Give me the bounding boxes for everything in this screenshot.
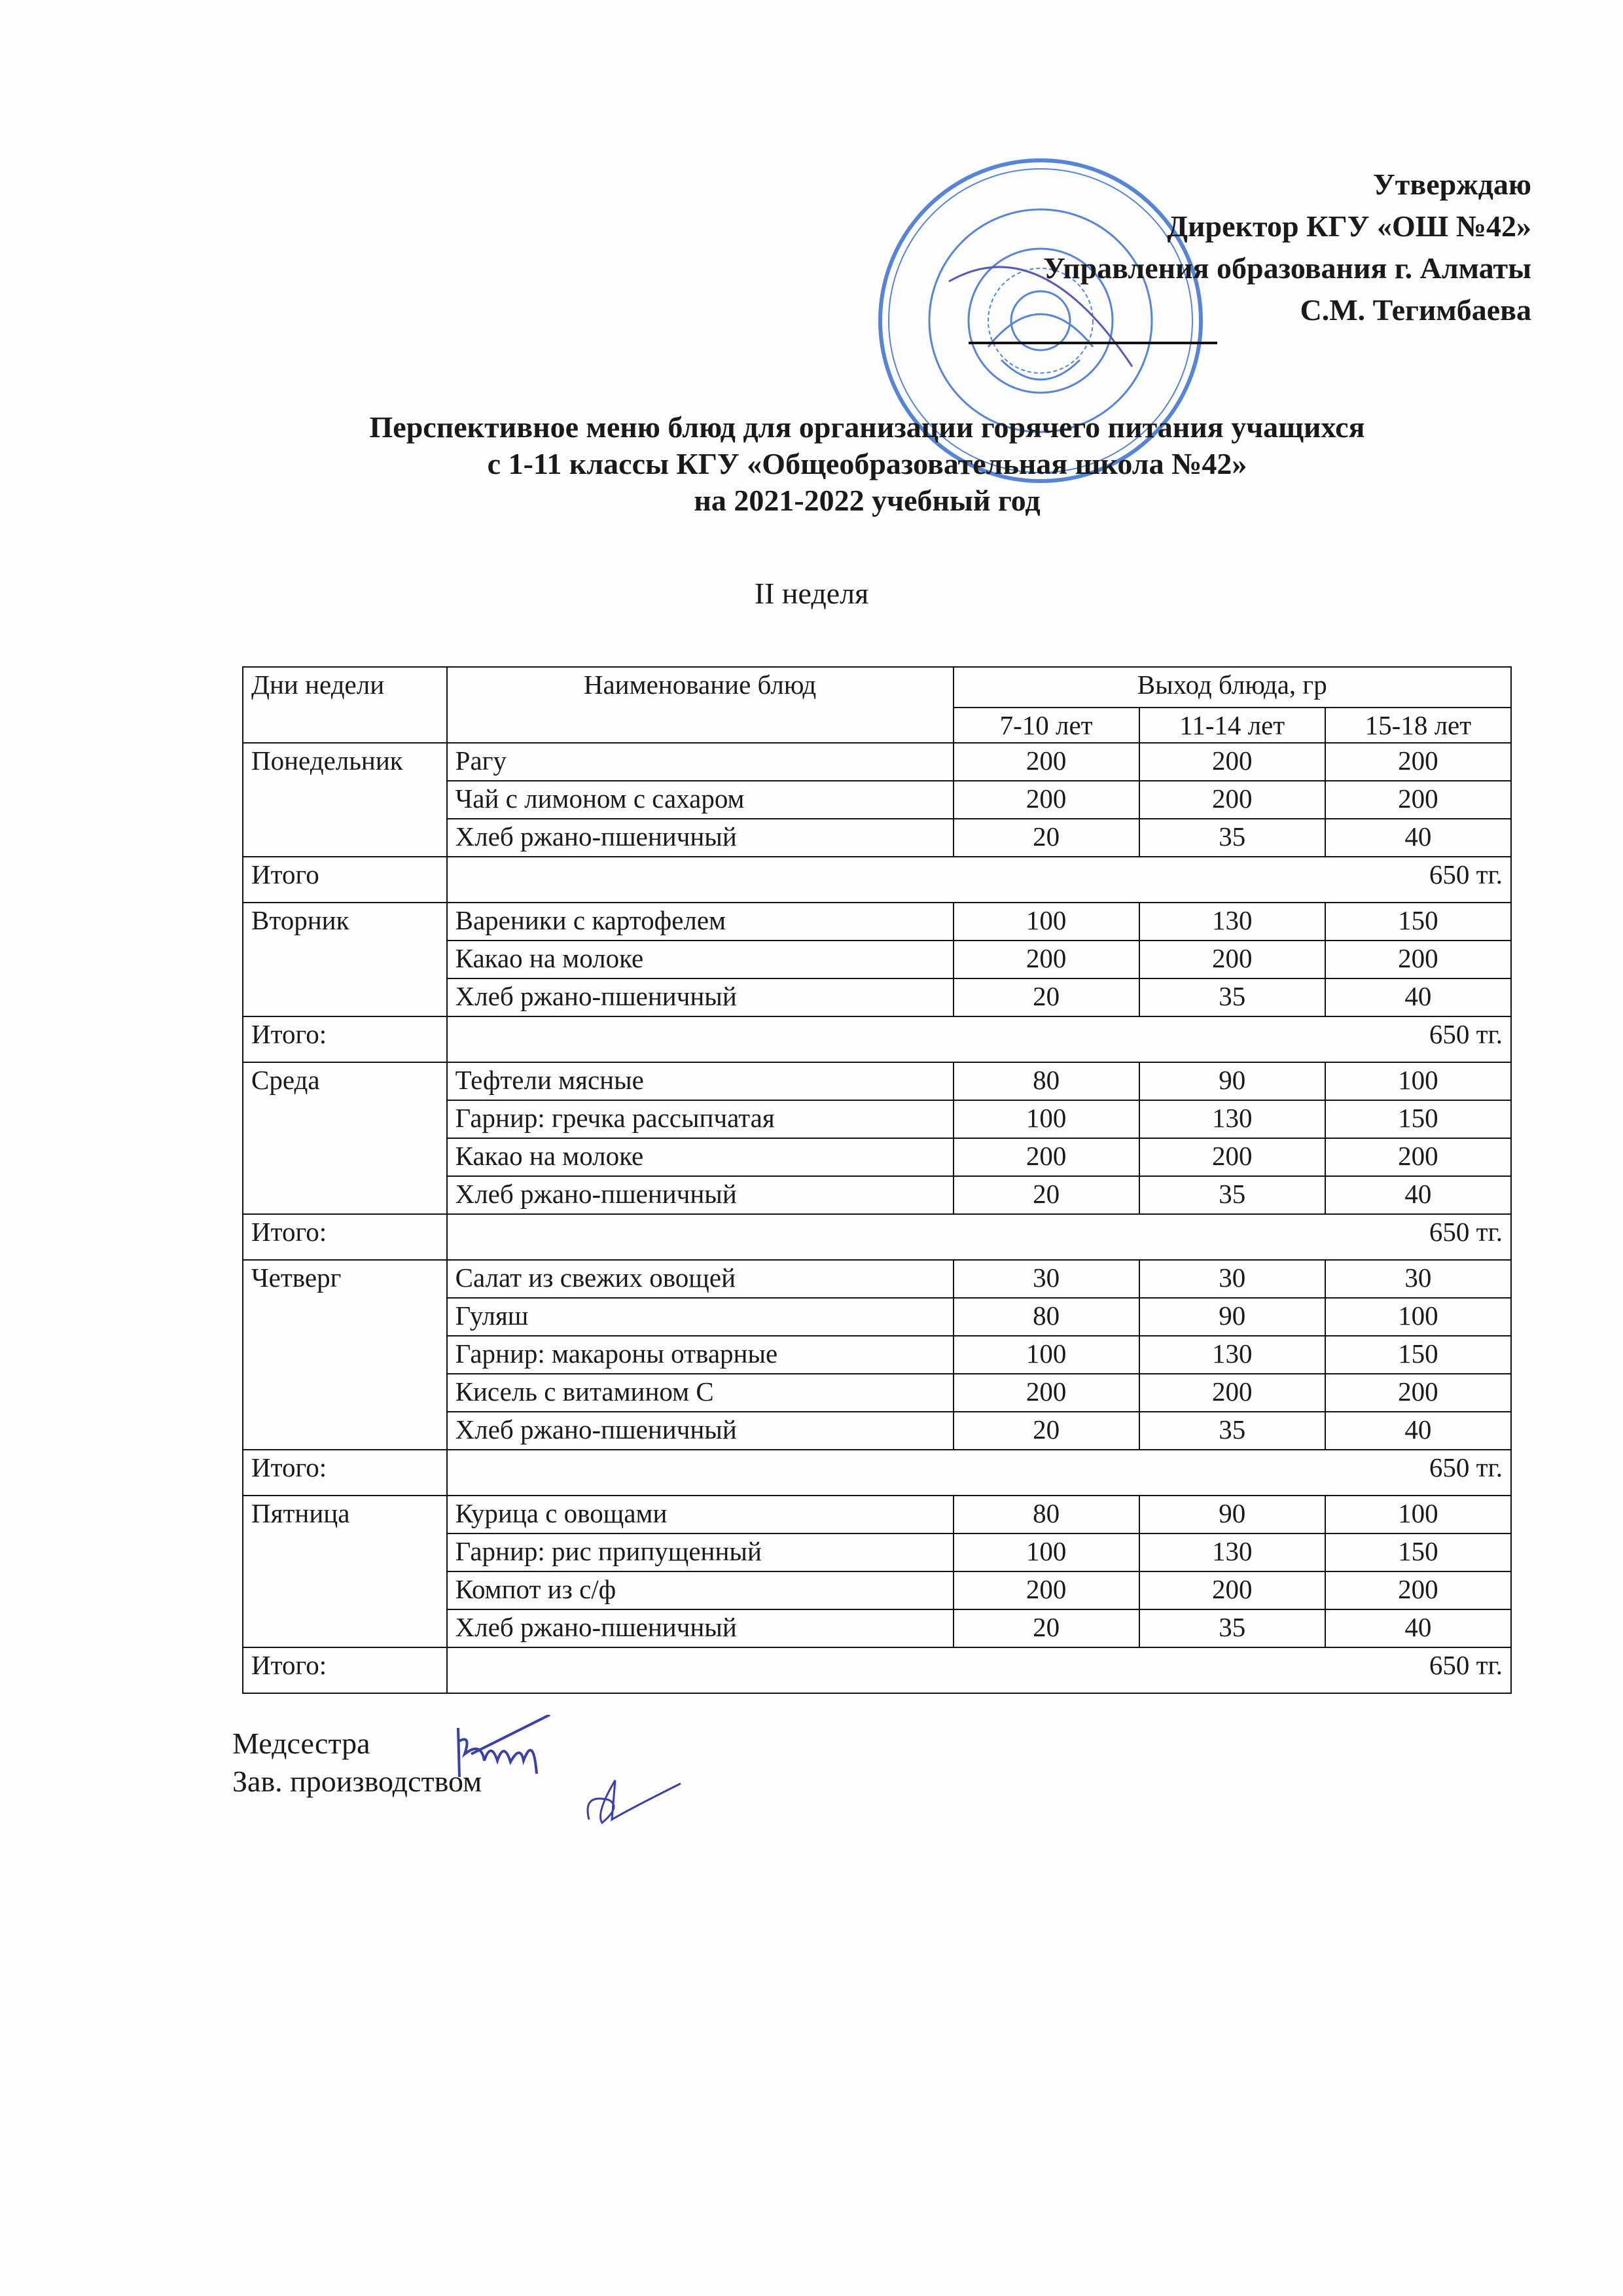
dish-portion: 40 bbox=[1325, 978, 1511, 1016]
total-row bbox=[243, 1647, 1511, 1693]
dish-portion: 200 bbox=[1325, 1571, 1511, 1609]
dish-portion: 200 bbox=[1139, 781, 1325, 819]
dish-portion: 200 bbox=[954, 1138, 1139, 1176]
dish-portion: 200 bbox=[1139, 1374, 1325, 1412]
dish-name: Хлеб ржано-пшеничный bbox=[447, 1412, 954, 1450]
dish-portion: 130 bbox=[1139, 1336, 1325, 1374]
day-name: Вторник bbox=[243, 903, 447, 1016]
nurse-signature bbox=[445, 1715, 576, 1787]
dish-portion: 100 bbox=[1325, 1062, 1511, 1100]
dish-portion: 35 bbox=[1139, 1176, 1325, 1214]
total-label: Итого: bbox=[243, 1214, 447, 1260]
header-age-11-14: 11-14 лет bbox=[1139, 708, 1325, 743]
week-label: II неделя bbox=[754, 577, 869, 610]
approval-director: Директор КГУ «ОШ №42» bbox=[1167, 209, 1531, 243]
dish-portion: 30 bbox=[1139, 1260, 1325, 1298]
dish-portion: 200 bbox=[1325, 1138, 1511, 1176]
dish-name: Какао на молоке bbox=[447, 941, 954, 978]
menu-body bbox=[243, 743, 1511, 1693]
nurse-label: Медсестра bbox=[232, 1727, 370, 1760]
total-label: Итого: bbox=[243, 1016, 447, 1062]
dish-portion: 40 bbox=[1325, 1412, 1511, 1450]
total-value: 650 тг. bbox=[447, 1647, 1511, 1693]
dish-portion: 20 bbox=[954, 1412, 1139, 1450]
dish-portion: 40 bbox=[1325, 819, 1511, 857]
day-name: Понедельник bbox=[243, 743, 447, 857]
dish-portion: 100 bbox=[954, 1336, 1139, 1374]
dish-portion: 100 bbox=[1325, 1496, 1511, 1534]
dish-name: Вареники с картофелем bbox=[447, 903, 954, 941]
menu-table bbox=[242, 666, 1512, 1694]
title-line-2: с 1-11 классы КГУ «Общеобразовательная школа №42» bbox=[487, 447, 1247, 480]
document-title bbox=[216, 409, 1518, 519]
approval-department: Управления образования г. Алматы bbox=[1043, 251, 1531, 285]
header-age-15-18: 15-18 лет bbox=[1325, 708, 1511, 743]
dish-name: Гарнир: рис припущенный bbox=[447, 1534, 954, 1571]
dish-portion: 100 bbox=[1325, 1298, 1511, 1336]
dish-portion: 80 bbox=[954, 1298, 1139, 1336]
dish-portion: 35 bbox=[1139, 1412, 1325, 1450]
dish-name: Курица с овощами bbox=[447, 1496, 954, 1534]
total-row bbox=[243, 857, 1511, 903]
production-head-signature bbox=[576, 1774, 687, 1833]
dish-portion: 150 bbox=[1325, 1534, 1511, 1571]
dish-name: Гарнир: макароны отварные bbox=[447, 1336, 954, 1374]
dish-portion: 150 bbox=[1325, 1336, 1511, 1374]
dish-row bbox=[243, 903, 1511, 941]
dish-name: Рагу bbox=[447, 743, 954, 781]
dish-name: Салат из свежих овощей bbox=[447, 1260, 954, 1298]
dish-portion: 200 bbox=[1139, 1571, 1325, 1609]
day-name: Пятница bbox=[243, 1496, 447, 1647]
approval-block bbox=[1043, 164, 1531, 331]
title-line-3: на 2021-2022 учебный год bbox=[694, 484, 1041, 517]
dish-name: Чай с лимоном с сахаром bbox=[447, 781, 954, 819]
dish-row bbox=[243, 1260, 1511, 1298]
signature-line bbox=[969, 342, 1217, 344]
day-name: Среда bbox=[243, 1062, 447, 1214]
total-value: 650 тг. bbox=[447, 857, 1511, 903]
dish-portion: 130 bbox=[1139, 903, 1325, 941]
dish-row bbox=[243, 1062, 1511, 1100]
dish-portion: 20 bbox=[954, 1176, 1139, 1214]
dish-row bbox=[243, 743, 1511, 781]
dish-name: Компот из с/ф bbox=[447, 1571, 954, 1609]
dish-portion: 90 bbox=[1139, 1298, 1325, 1336]
dish-portion: 200 bbox=[954, 1374, 1139, 1412]
title-line-1: Перспективное меню блюд для организации горячего питания учащихся bbox=[369, 410, 1365, 444]
dish-name: Какао на молоке bbox=[447, 1138, 954, 1176]
dish-name: Хлеб ржано-пшеничный bbox=[447, 978, 954, 1016]
dish-name: Кисель с витамином С bbox=[447, 1374, 954, 1412]
dish-portion: 90 bbox=[1139, 1496, 1325, 1534]
dish-portion: 130 bbox=[1139, 1534, 1325, 1571]
header-output: Выход блюда, гр bbox=[954, 667, 1511, 708]
approval-name: С.М. Тегимбаева bbox=[1300, 293, 1531, 327]
dish-portion: 200 bbox=[1325, 743, 1511, 781]
dish-portion: 200 bbox=[1325, 1374, 1511, 1412]
dish-portion: 200 bbox=[1325, 941, 1511, 978]
dish-portion: 35 bbox=[1139, 1609, 1325, 1647]
dish-row bbox=[243, 1496, 1511, 1534]
dish-portion: 80 bbox=[954, 1496, 1139, 1534]
dish-name: Хлеб ржано-пшеничный bbox=[447, 819, 954, 857]
dish-portion: 200 bbox=[954, 941, 1139, 978]
dish-portion: 200 bbox=[1325, 781, 1511, 819]
dish-name: Хлеб ржано-пшеничный bbox=[447, 1176, 954, 1214]
total-value: 650 тг. bbox=[447, 1450, 1511, 1496]
production-head-label: Зав. производством bbox=[232, 1765, 482, 1798]
total-label: Итого: bbox=[243, 1647, 447, 1693]
total-label: Итого: bbox=[243, 1450, 447, 1496]
dish-portion: 150 bbox=[1325, 1100, 1511, 1138]
total-row bbox=[243, 1016, 1511, 1062]
dish-portion: 130 bbox=[1139, 1100, 1325, 1138]
dish-portion: 20 bbox=[954, 1609, 1139, 1647]
total-row bbox=[243, 1214, 1511, 1260]
dish-portion: 100 bbox=[954, 1100, 1139, 1138]
dish-portion: 30 bbox=[954, 1260, 1139, 1298]
dish-portion: 40 bbox=[1325, 1176, 1511, 1214]
dish-portion: 100 bbox=[954, 1534, 1139, 1571]
day-name: Четверг bbox=[243, 1260, 447, 1450]
dish-portion: 150 bbox=[1325, 903, 1511, 941]
dish-portion: 80 bbox=[954, 1062, 1139, 1100]
header-age-7-10: 7-10 лет bbox=[954, 708, 1139, 743]
dish-portion: 35 bbox=[1139, 819, 1325, 857]
total-row bbox=[243, 1450, 1511, 1496]
total-label: Итого bbox=[243, 857, 447, 903]
dish-portion: 100 bbox=[954, 903, 1139, 941]
dish-portion: 200 bbox=[1139, 941, 1325, 978]
dish-name: Тефтели мясные bbox=[447, 1062, 954, 1100]
header-day: Дни недели bbox=[243, 667, 447, 743]
dish-portion: 30 bbox=[1325, 1260, 1511, 1298]
dish-portion: 200 bbox=[1139, 1138, 1325, 1176]
dish-portion: 90 bbox=[1139, 1062, 1325, 1100]
dish-portion: 200 bbox=[954, 781, 1139, 819]
dish-portion: 200 bbox=[954, 743, 1139, 781]
dish-name: Гуляш bbox=[447, 1298, 954, 1336]
dish-portion: 20 bbox=[954, 978, 1139, 1016]
dish-name: Гарнир: гречка рассыпчатая bbox=[447, 1100, 954, 1138]
dish-portion: 40 bbox=[1325, 1609, 1511, 1647]
dish-portion: 35 bbox=[1139, 978, 1325, 1016]
header-dish-name: Наименование блюд bbox=[447, 667, 954, 743]
total-value: 650 тг. bbox=[447, 1214, 1511, 1260]
dish-portion: 200 bbox=[954, 1571, 1139, 1609]
dish-name: Хлеб ржано-пшеничный bbox=[447, 1609, 954, 1647]
total-value: 650 тг. bbox=[447, 1016, 1511, 1062]
dish-portion: 200 bbox=[1139, 743, 1325, 781]
dish-portion: 20 bbox=[954, 819, 1139, 857]
approval-heading: Утверждаю bbox=[1373, 168, 1531, 201]
